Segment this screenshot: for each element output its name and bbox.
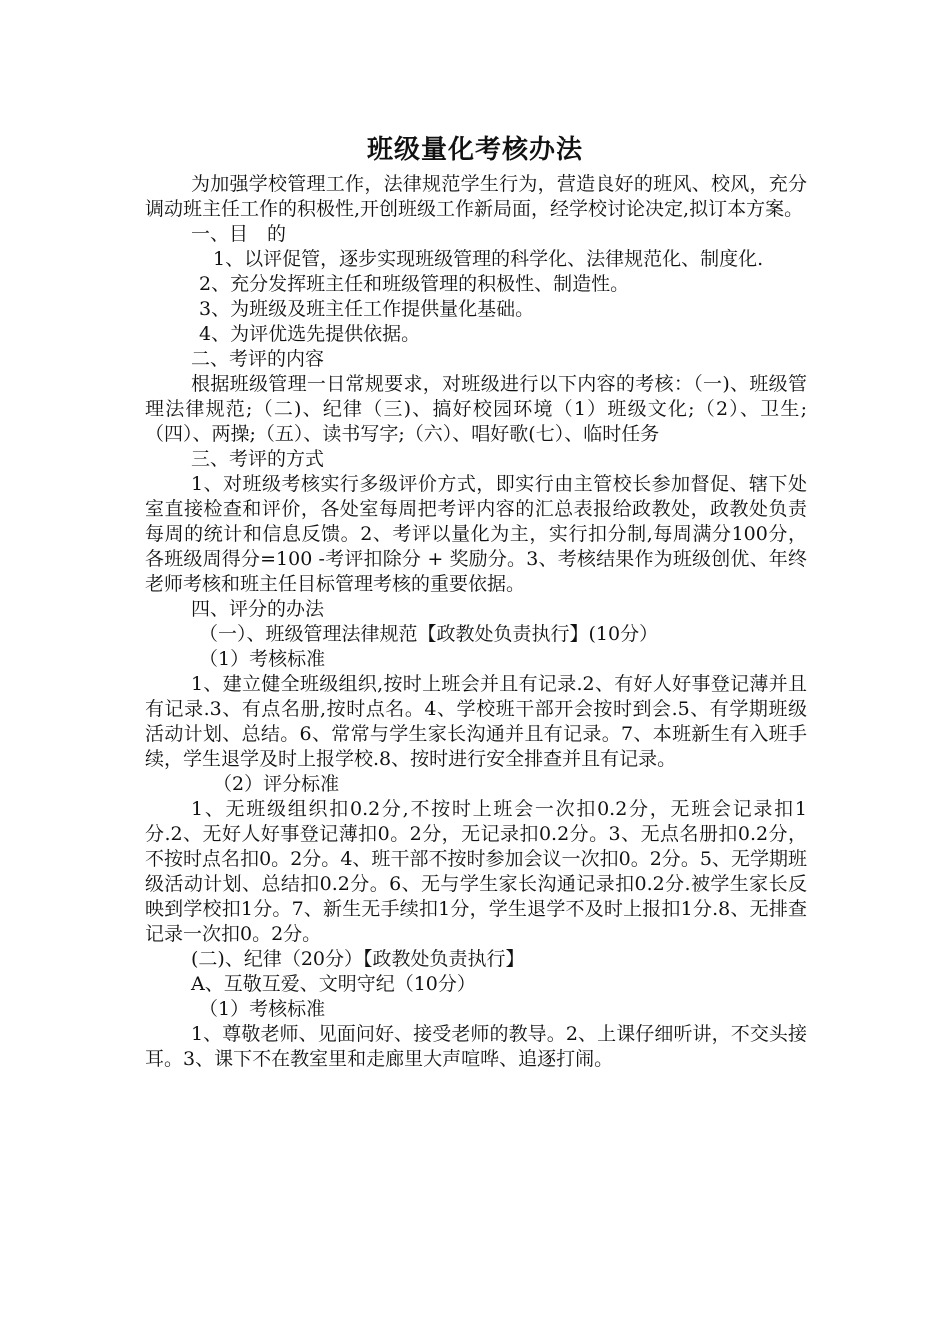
subsection-heading: （2）评分标准 bbox=[213, 773, 340, 795]
subsection-heading: （1）考核标准 bbox=[199, 998, 326, 1020]
document-title: 班级量化考核办法 bbox=[366, 135, 583, 165]
subsection-heading: （一）、班级管理法律规范【政教处负责执行】(10分） bbox=[199, 623, 659, 645]
body-paragraph: 1、尊敬老师、见面问好、接受老师的教导。2、上课仔细听讲，不交头接耳。3、课下不在教室里和走廊里大声喧哗、追逐打闹。 bbox=[145, 1023, 807, 1070]
body-paragraph: 根据班级管理一日常规要求，对班级进行以下内容的考核：（一)、班级管理法律规范;（二)、纪律（三)、搞好校园环境（1）班级文化;（2）、卫生;（四）、两操;（五）、读书写字;（六）、唱好歌(七）、临时任务 bbox=[145, 373, 807, 445]
subsection-heading: (二)、纪律（20分）【政教处负责执行】 bbox=[191, 948, 525, 970]
body-paragraph: 1、无班级组织扣0.2分,不按时上班会一次扣0.2分，无班会记录扣1分.2、无好人好事登记薄扣0。2分，无记录扣0.2分。3、无点名册扣0.2分，不按时点名扣0。2分。4、班干部不按时参加会议一次扣0。2分。5、无学期班级活动计划、总结扣0.2分。6、无与学生家长沟通记录扣0.2分.被学生家长反映到学校扣1分。7、新生无手续扣1分，学生退学不及时上报扣1分.8、无排查记录一次扣0。2分。 bbox=[145, 798, 807, 945]
subsection-heading: A、互敬互爱、文明守纪（10分） bbox=[191, 973, 476, 995]
body-paragraph: 1、建立健全班级组织,按时上班会并且有记录.2、有好人好事登记薄并且有记录.3、有点名册,按时点名。4、学校班干部开会按时到会.5、有学期班级活动计划、总结。6、常常与学生家长沟通并且有记录。7、本班新生有入班手续，学生退学及时上报学校.8、按时进行安全排查并且有记录。 bbox=[145, 673, 807, 770]
section-heading: 四、评分的办法 bbox=[191, 598, 325, 620]
section-heading: 二、考评的内容 bbox=[191, 348, 325, 370]
body-paragraph: 1、对班级考核实行多级评价方式，即实行由主管校长参加督促、辖下处室直接检查和评价，各处室每周把考评内容的汇总表报给政教处，政教处负责每周的统计和信息反馈。2、考评以量化为主，实行扣分制,每周满分100分，各班级周得分=100 -考评扣除分 + 奖励分。3、考核结果作为班级创优、年终老师考核和班主任目标管理考核的重要依据。 bbox=[145, 473, 807, 595]
section-heading: 三、考评的方式 bbox=[191, 448, 325, 470]
section-heading: 一、目 的 bbox=[191, 223, 287, 245]
list-item: 1、以评促管，逐步实现班级管理的科学化、法律规范化、制度化. bbox=[213, 248, 764, 270]
intro-paragraph: 为加强学校管理工作，法律规范学生行为，营造良好的班风、校风，充分调动班主任工作的积极性,开创班级工作新局面，经学校讨论决定,拟订本方案。 bbox=[145, 173, 807, 220]
subsection-heading: （1）考核标准 bbox=[199, 648, 326, 670]
list-item: 2、充分发挥班主任和班级管理的积极性、制造性。 bbox=[199, 273, 630, 295]
list-item: 4、为评优选先提供依据。 bbox=[199, 323, 421, 345]
document-body bbox=[145, 172, 807, 1072]
list-item: 3、为班级及班主任工作提供量化基础。 bbox=[199, 298, 535, 320]
